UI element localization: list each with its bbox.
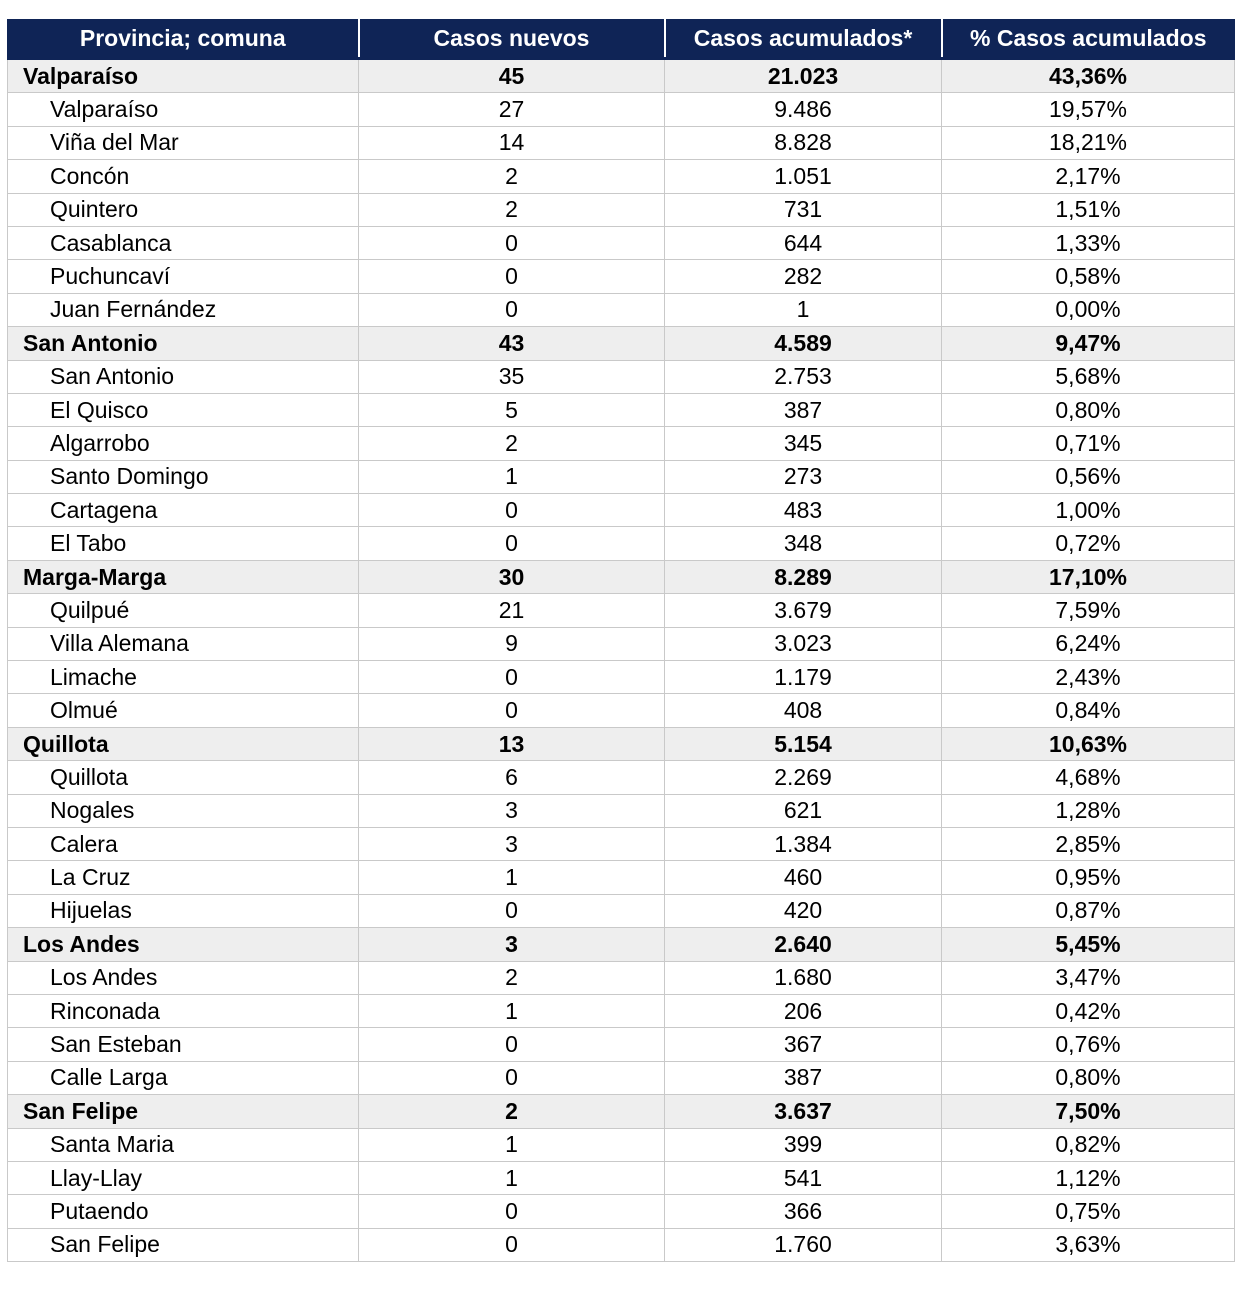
cell-casos-nuevos: 9 <box>359 627 665 660</box>
header-casos-acumulados: Casos acumulados* <box>665 19 942 59</box>
comuna-row <box>8 393 1235 426</box>
cell-name: La Cruz <box>8 861 359 894</box>
cell-name: Santo Domingo <box>8 460 359 493</box>
cases-table <box>7 19 1235 1262</box>
province-row <box>8 560 1235 593</box>
cell-casos-acumulados: 282 <box>665 260 942 293</box>
cell-casos-acumulados: 4.589 <box>665 327 942 360</box>
cell-casos-acumulados: 644 <box>665 226 942 259</box>
cell-name: Nogales <box>8 794 359 827</box>
cell-casos-nuevos: 45 <box>359 59 665 93</box>
cell-casos-acumulados: 1.384 <box>665 827 942 860</box>
cell-casos-acumulados: 348 <box>665 527 942 560</box>
comuna-row <box>8 627 1235 660</box>
cell-casos-nuevos: 1 <box>359 1128 665 1161</box>
cell-pct-casos-acumulados: 5,68% <box>942 360 1235 393</box>
cell-name: Villa Alemana <box>8 627 359 660</box>
cell-casos-nuevos: 0 <box>359 694 665 727</box>
cell-casos-acumulados: 366 <box>665 1195 942 1228</box>
table-header <box>8 19 1235 59</box>
cell-name: Los Andes <box>8 928 359 961</box>
cell-pct-casos-acumulados: 3,63% <box>942 1228 1235 1261</box>
cell-casos-acumulados: 1 <box>665 293 942 326</box>
comuna-row <box>8 661 1235 694</box>
cell-pct-casos-acumulados: 0,95% <box>942 861 1235 894</box>
cell-pct-casos-acumulados: 0,82% <box>942 1128 1235 1161</box>
cell-name: Valparaíso <box>8 93 359 126</box>
cell-casos-nuevos: 6 <box>359 761 665 794</box>
cell-casos-nuevos: 3 <box>359 827 665 860</box>
comuna-row <box>8 360 1235 393</box>
cell-name: Santa Maria <box>8 1128 359 1161</box>
cell-casos-nuevos: 0 <box>359 1195 665 1228</box>
cell-name: San Felipe <box>8 1228 359 1261</box>
cell-casos-nuevos: 27 <box>359 93 665 126</box>
cell-name: Algarrobo <box>8 427 359 460</box>
comuna-row <box>8 1028 1235 1061</box>
cell-pct-casos-acumulados: 0,56% <box>942 460 1235 493</box>
comuna-row <box>8 93 1235 126</box>
cell-name: Viña del Mar <box>8 126 359 159</box>
cell-pct-casos-acumulados: 0,00% <box>942 293 1235 326</box>
cell-pct-casos-acumulados: 6,24% <box>942 627 1235 660</box>
cell-casos-nuevos: 1 <box>359 460 665 493</box>
cell-casos-acumulados: 21.023 <box>665 59 942 93</box>
cell-casos-nuevos: 0 <box>359 1228 665 1261</box>
cell-pct-casos-acumulados: 1,33% <box>942 226 1235 259</box>
cell-name: Quilpué <box>8 594 359 627</box>
comuna-row <box>8 761 1235 794</box>
cell-pct-casos-acumulados: 1,12% <box>942 1161 1235 1194</box>
cell-pct-casos-acumulados: 9,47% <box>942 327 1235 360</box>
cell-pct-casos-acumulados: 1,28% <box>942 794 1235 827</box>
cell-casos-nuevos: 5 <box>359 393 665 426</box>
comuna-row <box>8 494 1235 527</box>
cell-casos-nuevos: 1 <box>359 1161 665 1194</box>
cell-pct-casos-acumulados: 7,50% <box>942 1095 1235 1128</box>
cell-casos-acumulados: 408 <box>665 694 942 727</box>
cell-name: Calera <box>8 827 359 860</box>
cell-casos-acumulados: 621 <box>665 794 942 827</box>
cell-pct-casos-acumulados: 5,45% <box>942 928 1235 961</box>
cell-name: Los Andes <box>8 961 359 994</box>
cell-name: San Felipe <box>8 1095 359 1128</box>
comuna-row <box>8 527 1235 560</box>
comuna-row <box>8 293 1235 326</box>
cell-name: Cartagena <box>8 494 359 527</box>
cell-casos-acumulados: 3.637 <box>665 1095 942 1128</box>
cell-casos-acumulados: 2.269 <box>665 761 942 794</box>
cell-casos-nuevos: 0 <box>359 226 665 259</box>
cell-pct-casos-acumulados: 0,84% <box>942 694 1235 727</box>
comuna-row <box>8 594 1235 627</box>
cell-casos-nuevos: 30 <box>359 560 665 593</box>
cell-pct-casos-acumulados: 0,80% <box>942 1061 1235 1094</box>
comuna-row <box>8 1061 1235 1094</box>
comuna-row <box>8 1228 1235 1261</box>
cell-pct-casos-acumulados: 0,71% <box>942 427 1235 460</box>
cell-casos-acumulados: 387 <box>665 1061 942 1094</box>
cell-casos-acumulados: 387 <box>665 393 942 426</box>
comuna-row <box>8 994 1235 1027</box>
cell-name: Olmué <box>8 694 359 727</box>
cell-casos-acumulados: 2.753 <box>665 360 942 393</box>
cell-pct-casos-acumulados: 19,57% <box>942 93 1235 126</box>
cell-casos-nuevos: 2 <box>359 427 665 460</box>
comuna-row <box>8 794 1235 827</box>
cell-casos-acumulados: 8.828 <box>665 126 942 159</box>
cell-name: El Tabo <box>8 527 359 560</box>
cell-casos-nuevos: 0 <box>359 1061 665 1094</box>
comuna-row <box>8 226 1235 259</box>
table-body <box>8 59 1235 1262</box>
cell-pct-casos-acumulados: 4,68% <box>942 761 1235 794</box>
comuna-row <box>8 961 1235 994</box>
header-provincia-comuna: Provincia; comuna <box>8 19 359 59</box>
cell-pct-casos-acumulados: 1,00% <box>942 494 1235 527</box>
cases-table-container <box>7 19 1234 1262</box>
cell-pct-casos-acumulados: 2,17% <box>942 160 1235 193</box>
cell-pct-casos-acumulados: 2,85% <box>942 827 1235 860</box>
cell-casos-acumulados: 8.289 <box>665 560 942 593</box>
province-row <box>8 1095 1235 1128</box>
province-row <box>8 727 1235 760</box>
comuna-row <box>8 193 1235 226</box>
cell-casos-nuevos: 0 <box>359 494 665 527</box>
cell-name: San Antonio <box>8 327 359 360</box>
cell-casos-acumulados: 399 <box>665 1128 942 1161</box>
cell-casos-nuevos: 1 <box>359 861 665 894</box>
cell-name: Limache <box>8 661 359 694</box>
cell-casos-acumulados: 3.023 <box>665 627 942 660</box>
cell-name: Llay-Llay <box>8 1161 359 1194</box>
cell-casos-nuevos: 0 <box>359 260 665 293</box>
cell-casos-acumulados: 541 <box>665 1161 942 1194</box>
cell-name: Puchuncaví <box>8 260 359 293</box>
cell-casos-nuevos: 1 <box>359 994 665 1027</box>
cell-casos-acumulados: 1.680 <box>665 961 942 994</box>
cell-casos-acumulados: 9.486 <box>665 93 942 126</box>
comuna-row <box>8 1161 1235 1194</box>
cell-casos-nuevos: 0 <box>359 1028 665 1061</box>
cell-pct-casos-acumulados: 17,10% <box>942 560 1235 593</box>
cell-name: Putaendo <box>8 1195 359 1228</box>
cell-name: Marga-Marga <box>8 560 359 593</box>
cell-casos-acumulados: 1.179 <box>665 661 942 694</box>
cell-casos-acumulados: 731 <box>665 193 942 226</box>
cell-casos-acumulados: 1.760 <box>665 1228 942 1261</box>
cell-pct-casos-acumulados: 0,87% <box>942 894 1235 927</box>
cell-name: El Quisco <box>8 393 359 426</box>
cell-casos-acumulados: 483 <box>665 494 942 527</box>
cell-pct-casos-acumulados: 0,75% <box>942 1195 1235 1228</box>
header-pct-casos-acumulados: % Casos acumulados <box>942 19 1235 59</box>
comuna-row <box>8 160 1235 193</box>
cell-pct-casos-acumulados: 7,59% <box>942 594 1235 627</box>
cell-name: Juan Fernández <box>8 293 359 326</box>
comuna-row <box>8 260 1235 293</box>
cell-casos-nuevos: 21 <box>359 594 665 627</box>
cell-name: Rinconada <box>8 994 359 1027</box>
cell-pct-casos-acumulados: 10,63% <box>942 727 1235 760</box>
cell-casos-acumulados: 273 <box>665 460 942 493</box>
cell-casos-nuevos: 0 <box>359 894 665 927</box>
cell-casos-nuevos: 3 <box>359 928 665 961</box>
cell-casos-nuevos: 2 <box>359 193 665 226</box>
cell-casos-nuevos: 2 <box>359 961 665 994</box>
cell-casos-nuevos: 0 <box>359 527 665 560</box>
cell-casos-acumulados: 367 <box>665 1028 942 1061</box>
header-row <box>8 19 1235 59</box>
comuna-row <box>8 894 1235 927</box>
cell-casos-nuevos: 14 <box>359 126 665 159</box>
cell-name: Hijuelas <box>8 894 359 927</box>
cell-casos-nuevos: 0 <box>359 293 665 326</box>
cell-casos-acumulados: 460 <box>665 861 942 894</box>
comuna-row <box>8 460 1235 493</box>
cell-casos-acumulados: 345 <box>665 427 942 460</box>
cell-pct-casos-acumulados: 0,76% <box>942 1028 1235 1061</box>
cell-casos-nuevos: 43 <box>359 327 665 360</box>
cell-casos-nuevos: 35 <box>359 360 665 393</box>
cell-casos-nuevos: 13 <box>359 727 665 760</box>
cell-casos-nuevos: 2 <box>359 1095 665 1128</box>
comuna-row <box>8 827 1235 860</box>
province-row <box>8 327 1235 360</box>
cell-name: Quillota <box>8 727 359 760</box>
cell-pct-casos-acumulados: 1,51% <box>942 193 1235 226</box>
comuna-row <box>8 694 1235 727</box>
cell-casos-acumulados: 3.679 <box>665 594 942 627</box>
cell-casos-nuevos: 0 <box>359 661 665 694</box>
cell-pct-casos-acumulados: 0,42% <box>942 994 1235 1027</box>
cell-casos-nuevos: 2 <box>359 160 665 193</box>
cell-pct-casos-acumulados: 2,43% <box>942 661 1235 694</box>
comuna-row <box>8 126 1235 159</box>
cell-name: Valparaíso <box>8 59 359 93</box>
cell-name: San Esteban <box>8 1028 359 1061</box>
cell-name: Casablanca <box>8 226 359 259</box>
cell-casos-acumulados: 420 <box>665 894 942 927</box>
cell-name: Calle Larga <box>8 1061 359 1094</box>
cell-pct-casos-acumulados: 3,47% <box>942 961 1235 994</box>
cell-pct-casos-acumulados: 0,72% <box>942 527 1235 560</box>
cell-casos-acumulados: 206 <box>665 994 942 1027</box>
province-row <box>8 928 1235 961</box>
cell-casos-acumulados: 1.051 <box>665 160 942 193</box>
cell-casos-acumulados: 5.154 <box>665 727 942 760</box>
cell-name: San Antonio <box>8 360 359 393</box>
province-row <box>8 59 1235 93</box>
comuna-row <box>8 427 1235 460</box>
cell-pct-casos-acumulados: 0,58% <box>942 260 1235 293</box>
cell-pct-casos-acumulados: 18,21% <box>942 126 1235 159</box>
comuna-row <box>8 861 1235 894</box>
cell-name: Quintero <box>8 193 359 226</box>
cell-name: Quillota <box>8 761 359 794</box>
cell-pct-casos-acumulados: 0,80% <box>942 393 1235 426</box>
cell-pct-casos-acumulados: 43,36% <box>942 59 1235 93</box>
cell-casos-acumulados: 2.640 <box>665 928 942 961</box>
comuna-row <box>8 1195 1235 1228</box>
cell-casos-nuevos: 3 <box>359 794 665 827</box>
header-casos-nuevos: Casos nuevos <box>359 19 665 59</box>
cell-name: Concón <box>8 160 359 193</box>
comuna-row <box>8 1128 1235 1161</box>
